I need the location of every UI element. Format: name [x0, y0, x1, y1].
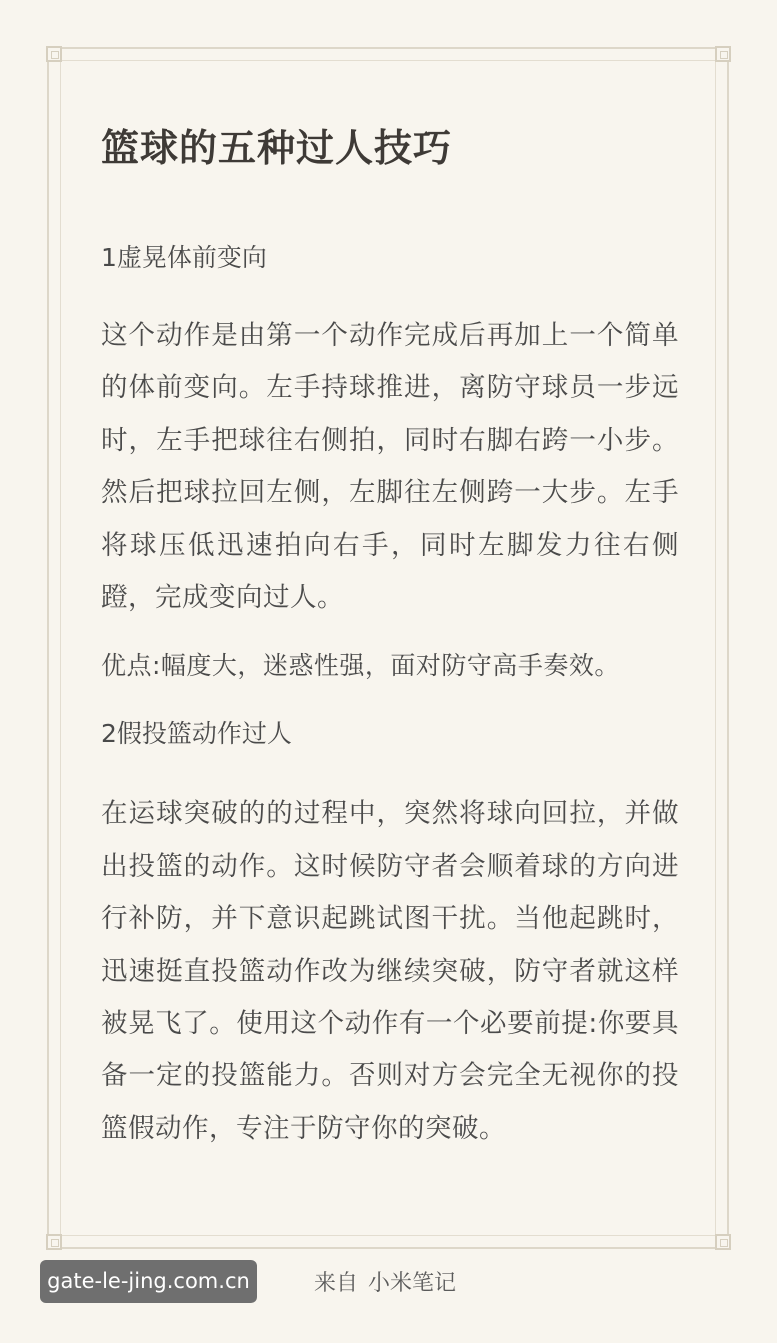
section-2-heading: 2假投篮动作过人	[101, 719, 292, 749]
source-app-name: 小米笔记	[368, 1271, 457, 1296]
frame-corner-ornament	[715, 46, 731, 62]
note-source	[314, 1268, 456, 1300]
site-watermark: gate-le-jing.com.cn	[40, 1260, 257, 1303]
section-2-body: 在运球突破的的过程中，突然将球向回拉，并做出投篮的动作。这时候防守者会顺着球的方向进行补防，并下意识起跳试图干扰。当他起跳时，迅速挺直投篮动作改为继续突破，防守者就这样被晃飞了。使用这个动作有一个必要前提:你要具备一定的投篮能力。否则对方会完全无视你的投篮假动作，专注于防守你的突破。	[101, 798, 679, 1144]
frame-corner-ornament	[46, 1234, 62, 1250]
note-content	[101, 118, 679, 1155]
section-1-pros: 优点:幅度大，迷惑性强，面对防守高手奏效。	[101, 651, 620, 681]
note-title: 篮球的五种过人技巧	[101, 126, 453, 170]
frame-corner-ornament	[715, 1234, 731, 1250]
section-1-heading: 1虚晃体前变向	[101, 243, 267, 272]
frame-corner-ornament	[46, 46, 62, 62]
section-1-body: 这个动作是由第一个动作完成后再加上一个简单的体前变向。左手持球推进，离防守球员一步远时，左手把球往右侧拍，同时右脚右跨一小步。然后把球拉回左侧，左脚往左侧跨一大步。左手将球压低迅速拍向右手，同时左脚发力往右侧蹬，完成变向过人。	[101, 320, 679, 614]
source-prefix: 来自	[314, 1271, 359, 1296]
